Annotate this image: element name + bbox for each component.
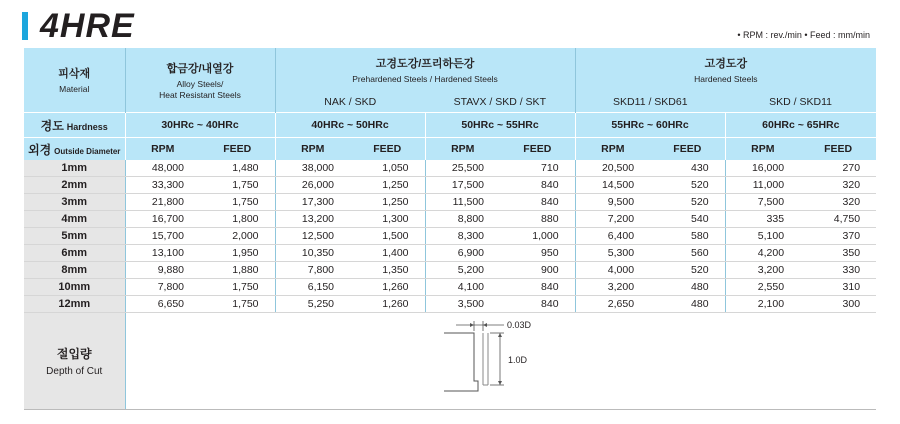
feed-cell: 320 <box>800 177 876 194</box>
grade-skd-skd11: SKD / SKD11 <box>725 92 876 113</box>
feed-cell: 430 <box>650 160 725 177</box>
rpm-cell: 14,500 <box>575 177 650 194</box>
rpm-cell: 8,800 <box>425 211 500 228</box>
diameter-cell: 2mm <box>24 177 125 194</box>
diameter-cell: 3mm <box>24 194 125 211</box>
feed-cell: 1,950 <box>200 245 275 262</box>
rpm-cell: 12,500 <box>275 228 350 245</box>
table-row <box>24 228 876 245</box>
hardness-range: 60HRc ~ 65HRc <box>725 113 876 138</box>
rpm-cell: 33,300 <box>125 177 200 194</box>
rpm-cell: 9,880 <box>125 262 200 279</box>
feed-cell: 520 <box>650 177 725 194</box>
feed-cell: 350 <box>800 245 876 262</box>
rpm-cell: 10,350 <box>275 245 350 262</box>
feed-cell: 330 <box>800 262 876 279</box>
cutting-conditions-table <box>24 48 876 410</box>
table-row <box>24 279 876 296</box>
feed-cell: 880 <box>500 211 575 228</box>
feed-cell: 270 <box>800 160 876 177</box>
rpm-cell: 11,500 <box>425 194 500 211</box>
rpm-cell: 335 <box>725 211 800 228</box>
material-group-alloy: 합금강/내열강 Alloy Steels/ Heat Resistant Steels <box>125 48 275 113</box>
rpm-cell: 26,000 <box>275 177 350 194</box>
diameter-cell: 6mm <box>24 245 125 262</box>
rpm-cell: 13,200 <box>275 211 350 228</box>
diameter-cell: 4mm <box>24 211 125 228</box>
rpm-cell: 11,000 <box>725 177 800 194</box>
rpm-cell: 16,700 <box>125 211 200 228</box>
feed-cell: 2,000 <box>200 228 275 245</box>
diameter-header: 외경 Outside Diameter <box>24 138 125 161</box>
feed-cell: 840 <box>500 279 575 296</box>
axial-arrow-icon <box>498 333 502 337</box>
rpm-cell: 6,900 <box>425 245 500 262</box>
radial-arrow-icon <box>470 323 474 327</box>
feed-cell: 710 <box>500 160 575 177</box>
axial-arrow-icon <box>498 381 502 385</box>
rpm-cell: 7,200 <box>575 211 650 228</box>
feed-header: FEED <box>800 138 876 161</box>
feed-cell: 580 <box>650 228 725 245</box>
feed-cell: 1,750 <box>200 194 275 211</box>
feed-cell: 1,260 <box>350 296 425 313</box>
feed-cell: 4,750 <box>800 211 876 228</box>
rpm-cell: 3,500 <box>425 296 500 313</box>
hardness-header: 경도 Hardness <box>24 113 125 138</box>
rpm-cell: 15,700 <box>125 228 200 245</box>
rpm-cell: 25,500 <box>425 160 500 177</box>
feed-cell: 1,260 <box>350 279 425 296</box>
depth-of-cut-diagram-cell <box>125 313 876 410</box>
feed-cell: 1,750 <box>200 279 275 296</box>
title-accent-bar <box>22 12 28 40</box>
rpm-header: RPM <box>425 138 500 161</box>
grade-stavx-skd-skt: STAVX / SKD / SKT <box>425 92 575 113</box>
feed-cell: 370 <box>800 228 876 245</box>
feed-cell: 310 <box>800 279 876 296</box>
rpm-cell: 3,200 <box>725 262 800 279</box>
material-group-prehardened: 고경도강/프리하든강 Prehardened Steels / Hardened Steels <box>275 48 575 92</box>
radial-arrow-icon <box>483 323 487 327</box>
feed-cell: 320 <box>800 194 876 211</box>
rpm-cell: 21,800 <box>125 194 200 211</box>
rpm-header: RPM <box>575 138 650 161</box>
diameter-cell: 8mm <box>24 262 125 279</box>
rpm-cell: 13,100 <box>125 245 200 262</box>
feed-cell: 1,400 <box>350 245 425 262</box>
feed-cell: 1,480 <box>200 160 275 177</box>
table-row <box>24 262 876 279</box>
grade-nak-skd: NAK / SKD <box>275 92 425 113</box>
radial-depth-label: 0.03D <box>506 320 531 330</box>
feed-cell: 1,300 <box>350 211 425 228</box>
rpm-cell: 5,100 <box>725 228 800 245</box>
material-header: 피삭재 Material <box>24 48 125 113</box>
rpm-cell: 17,300 <box>275 194 350 211</box>
table-row <box>24 296 876 313</box>
units-note: • RPM : rev./min • Feed : mm/min <box>737 30 870 40</box>
rpm-cell: 2,650 <box>575 296 650 313</box>
rpm-cell: 5,300 <box>575 245 650 262</box>
feed-cell: 1,350 <box>350 262 425 279</box>
rpm-header: RPM <box>125 138 200 161</box>
axial-depth-label: 1.0D <box>507 355 527 365</box>
rpm-cell: 38,000 <box>275 160 350 177</box>
feed-header: FEED <box>200 138 275 161</box>
feed-cell: 900 <box>500 262 575 279</box>
table-row <box>24 160 876 177</box>
workpiece-outline <box>444 333 478 391</box>
feed-cell: 480 <box>650 296 725 313</box>
diameter-cell: 10mm <box>24 279 125 296</box>
hardness-range: 55HRc ~ 60HRc <box>575 113 725 138</box>
feed-cell: 1,050 <box>350 160 425 177</box>
feed-cell: 1,250 <box>350 194 425 211</box>
rpm-cell: 5,250 <box>275 296 350 313</box>
feed-cell: 1,500 <box>350 228 425 245</box>
feed-header: FEED <box>650 138 725 161</box>
feed-header: FEED <box>500 138 575 161</box>
feed-cell: 840 <box>500 177 575 194</box>
rpm-cell: 7,800 <box>275 262 350 279</box>
depth-of-cut-header: 절입량 Depth of Cut <box>24 313 125 410</box>
rpm-cell: 2,550 <box>725 279 800 296</box>
feed-cell: 540 <box>650 211 725 228</box>
rpm-cell: 17,500 <box>425 177 500 194</box>
feed-cell: 1,750 <box>200 177 275 194</box>
diameter-cell: 1mm <box>24 160 125 177</box>
diameter-cell: 12mm <box>24 296 125 313</box>
feed-cell: 1,750 <box>200 296 275 313</box>
rpm-cell: 4,200 <box>725 245 800 262</box>
material-group-hardened: 고경도강 Hardened Steels <box>575 48 876 92</box>
rpm-cell: 3,200 <box>575 279 650 296</box>
feed-cell: 950 <box>500 245 575 262</box>
hardness-range: 30HRc ~ 40HRc <box>125 113 275 138</box>
table-row <box>24 211 876 228</box>
rpm-cell: 7,500 <box>725 194 800 211</box>
rpm-cell: 20,500 <box>575 160 650 177</box>
feed-cell: 1,880 <box>200 262 275 279</box>
rpm-cell: 6,650 <box>125 296 200 313</box>
hardness-range: 40HRc ~ 50HRc <box>275 113 425 138</box>
rpm-header: RPM <box>725 138 800 161</box>
feed-cell: 1,000 <box>500 228 575 245</box>
rpm-cell: 6,400 <box>575 228 650 245</box>
hardness-range: 50HRc ~ 55HRc <box>425 113 575 138</box>
rpm-cell: 16,000 <box>725 160 800 177</box>
rpm-header: RPM <box>275 138 350 161</box>
rpm-cell: 2,100 <box>725 296 800 313</box>
depth-of-cut-diagram <box>126 313 877 409</box>
table-row <box>24 194 876 211</box>
feed-cell: 300 <box>800 296 876 313</box>
feed-cell: 840 <box>500 194 575 211</box>
rpm-cell: 8,300 <box>425 228 500 245</box>
rpm-cell: 4,100 <box>425 279 500 296</box>
table-row <box>24 177 876 194</box>
feed-cell: 520 <box>650 194 725 211</box>
rpm-cell: 9,500 <box>575 194 650 211</box>
rpm-cell: 5,200 <box>425 262 500 279</box>
rpm-cell: 48,000 <box>125 160 200 177</box>
diameter-cell: 5mm <box>24 228 125 245</box>
feed-header: FEED <box>350 138 425 161</box>
rpm-cell: 4,000 <box>575 262 650 279</box>
feed-cell: 520 <box>650 262 725 279</box>
page-title: 4HRE <box>40 7 135 45</box>
feed-cell: 840 <box>500 296 575 313</box>
table-row <box>24 245 876 262</box>
feed-cell: 1,250 <box>350 177 425 194</box>
rpm-cell: 7,800 <box>125 279 200 296</box>
feed-cell: 1,800 <box>200 211 275 228</box>
grade-skd11-skd61: SKD11 / SKD61 <box>575 92 725 113</box>
feed-cell: 560 <box>650 245 725 262</box>
rpm-cell: 6,150 <box>275 279 350 296</box>
feed-cell: 480 <box>650 279 725 296</box>
